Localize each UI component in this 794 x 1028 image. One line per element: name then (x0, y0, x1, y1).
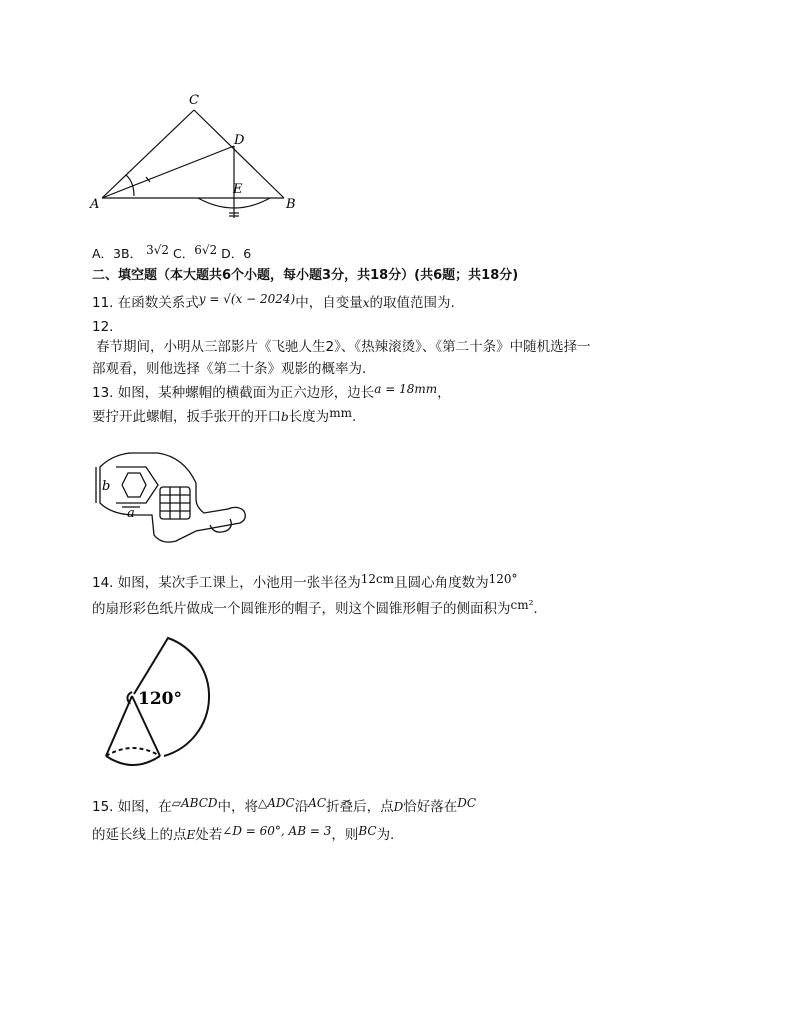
option-b: B． (121, 246, 143, 261)
hex-nut (122, 473, 146, 497)
q15-condition: ∠D = 60°, AB = 3 (222, 824, 332, 838)
question-12-line2: 部观看，则他选择《第二十条》观影的概率为. (92, 361, 367, 377)
label-a: A (90, 197, 100, 212)
label-b: B (286, 197, 296, 212)
question-15-line2: 的延长线上的点E处若∠D = 60°, AB = 3，则BC为. (92, 824, 395, 843)
segment-ac (102, 110, 194, 198)
q11-formula: y = √(x − 2024) (198, 292, 296, 306)
cone-base-back (106, 748, 160, 756)
cone-base-front (106, 756, 160, 765)
option-a: A．3 (92, 246, 122, 261)
label-e: E (233, 182, 243, 197)
answer-options (92, 245, 251, 263)
triangle-figure (88, 88, 308, 228)
question-14-line1: 14. 如图，某次手工课上，小池用一张半径为12cm且圆心角度数为120° (92, 572, 518, 591)
label-angle: 120° (138, 689, 182, 709)
question-15-line1: 15. 如图，在▱ABCD中，将△ADC沿AC折叠后，点D恰好落在DC (92, 796, 477, 815)
option-d: D．6 (221, 246, 252, 261)
question-11: 11. 在函数关系式y = √(x − 2024)中，自变量x的取值范围为. (92, 292, 455, 311)
question-12-line1: 春节期间，小明从三部影片《飞驰人生2》、《热辣滚烫》、《第二十条》中随机选择一 (96, 339, 591, 355)
section-header: 二、填空题（本大题共6个小题，每小题3分，共18分）(共6题；共18分) (92, 268, 519, 283)
label-a-dim: a (127, 506, 135, 521)
segment-ad (102, 146, 234, 198)
question-13-line1: 13. 如图，某种螺帽的横截面为正六边形，边长a = 18mm， (92, 382, 451, 401)
angle-arc (126, 175, 134, 196)
option-c: C． (172, 246, 195, 261)
question-12-number: 12. (92, 319, 114, 335)
question-14-line2: 的扇形彩色纸片做成一个圆锥形的帽子，则这个圆锥形帽子的侧面积为cm². (92, 598, 538, 617)
option-c-value: 6√2 (194, 243, 218, 257)
cone-left-edge (106, 696, 132, 756)
label-b-dim: b (102, 479, 111, 494)
cone-figure (96, 632, 221, 777)
label-c: C (189, 93, 199, 108)
option-b-value: 3√2 (146, 243, 169, 257)
q13-formula: a = 18mm (374, 382, 438, 396)
wrench-figure (92, 445, 252, 550)
question-13-line2: 要拧开此螺帽，扳手张开的开口b长度为mm. (92, 406, 357, 425)
label-d: D (234, 133, 245, 148)
